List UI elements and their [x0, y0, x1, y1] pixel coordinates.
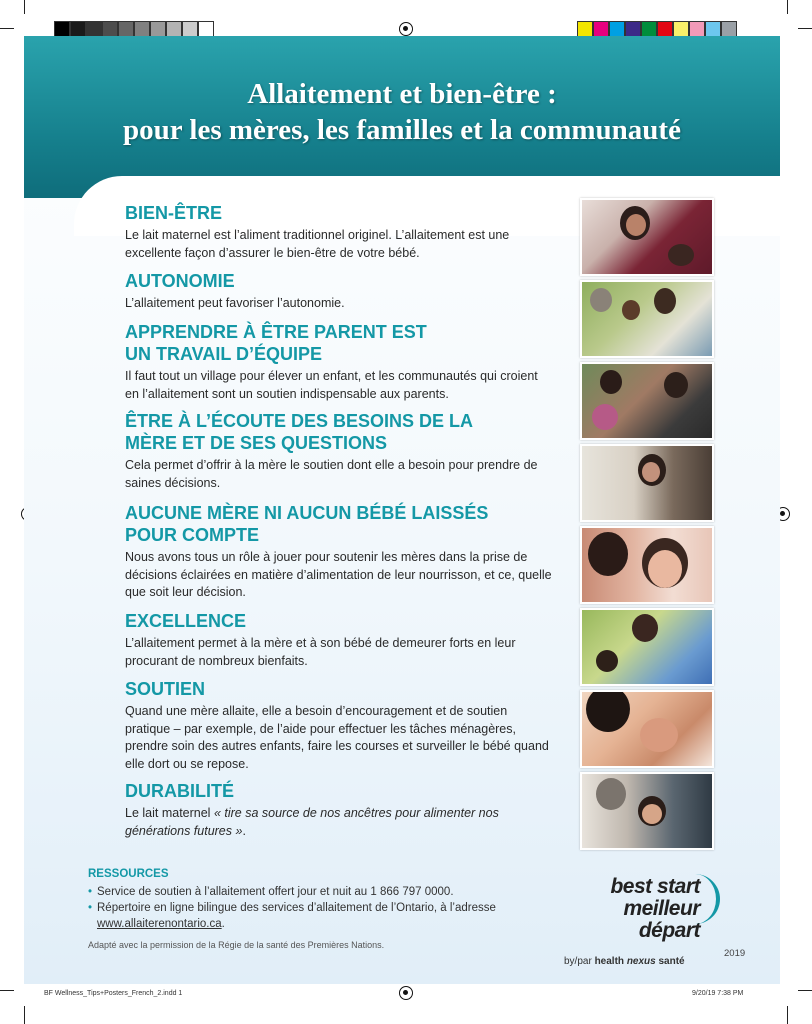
section-bien-etre: [125, 202, 555, 262]
gray-swatch: [198, 21, 214, 37]
title-line-1: Allaitement et bien-être :: [247, 78, 557, 110]
title-banner: [24, 36, 780, 198]
photo-family-outdoors: [580, 280, 714, 358]
section-excellence: [125, 610, 555, 670]
logo-line-1: best start: [610, 875, 700, 898]
section-heading: ÊTRE À L’ÉCOUTE DES BESOINS DE LA MÈRE ET DE SES QUESTIONS: [125, 411, 474, 453]
color-swatch: [625, 21, 641, 37]
section-heading: DURABILITÉ: [125, 781, 234, 801]
color-swatch: [705, 21, 721, 37]
color-swatch: [689, 21, 705, 37]
section-durabilite: [125, 780, 525, 840]
section-text: Il faut tout un village pour élever un enfant, et les communautés qui croient en l’allaitement sont un soutien indispensable aux parents.: [125, 369, 538, 401]
section-text: L’allaitement peut favoriser l’autonomie.: [125, 296, 345, 310]
section-heading: AUTONOMIE: [125, 271, 235, 291]
section-aucune-mere: [125, 502, 555, 602]
color-swatch: [577, 21, 593, 37]
file-slug: BF Wellness_Tips+Posters_French_2.indd 1: [44, 990, 183, 997]
section-text: Le lait maternel est l’aliment traditionnel originel. L’allaitement est une excellente façon d’assurer le bien-être de votre bébé.: [125, 228, 510, 260]
section-ecoute: [125, 410, 555, 492]
logo-arc-icon: [688, 874, 720, 924]
year-label: 2019: [724, 948, 746, 959]
gray-swatch: [150, 21, 166, 37]
poster-page: [24, 36, 780, 984]
photo-mother-and-child: [580, 526, 714, 604]
color-calibration-bar: [577, 21, 737, 37]
resource-item: • Répertoire en ligne bilingue des services d’allaitement de l’Ontario, à l’adresse www.allaiterenontario.ca.: [88, 900, 508, 932]
gray-swatch: [102, 21, 118, 37]
registration-mark-icon: [399, 986, 413, 1000]
gray-swatch: [54, 21, 70, 37]
gray-calibration-bar: [54, 21, 214, 37]
gray-swatch: [134, 21, 150, 37]
gray-swatch: [70, 21, 86, 37]
photo-mother-with-baby: [580, 198, 714, 276]
logo-line-2: meilleur départ: [623, 897, 700, 942]
photo-mother-at-window: [580, 444, 714, 522]
credit-note: Adapté avec la permission de la Régie de la santé des Premières Nations.: [88, 940, 385, 950]
gray-swatch: [166, 21, 182, 37]
color-swatch: [721, 21, 737, 37]
photo-father-with-newborn: [580, 690, 714, 768]
crop-mark: [24, 0, 25, 14]
crop-mark: [798, 990, 812, 991]
registration-mark-icon: [399, 22, 413, 36]
section-parent-equipe: [125, 321, 555, 403]
gray-swatch: [182, 21, 198, 37]
crop-mark: [787, 0, 788, 14]
section-text: Nous avons tous un rôle à jouer pour soutenir les mères dans la prise de décisions éclairées en matière d’alimentation de leur nourrisson, et ce, quelle que soit leur décision.: [125, 550, 552, 599]
crop-mark: [798, 28, 812, 29]
section-text: Cela permet d’offrir à la mère le soutien dont elle a besoin pour prendre de saines décisions.: [125, 458, 538, 490]
color-swatch: [673, 21, 689, 37]
photo-mother-breastfeeding: [580, 608, 714, 686]
crop-mark: [0, 990, 14, 991]
color-swatch: [657, 21, 673, 37]
section-heading: EXCELLENCE: [125, 611, 247, 631]
resource-item: • Service de soutien à l’allaitement offert jour et nuit au 1 866 797 0000.: [88, 884, 508, 900]
resources-heading: RESSOURCES: [88, 868, 169, 880]
section-text: L’allaitement permet à la mère et à son bébé de demeurer forts en leur procurant de nombreux bienfaits.: [125, 636, 516, 668]
section-autonomie: [125, 270, 555, 313]
section-heading: SOUTIEN: [125, 679, 206, 699]
crop-mark: [24, 1006, 25, 1024]
color-swatch: [609, 21, 625, 37]
logo-byline: by/par health nexus santé: [564, 956, 685, 967]
section-heading: APPRENDRE À ÊTRE PARENT EST UN TRAVAIL D’ÉQUIPE: [125, 322, 427, 364]
resources-list: [88, 884, 508, 932]
color-swatch: [641, 21, 657, 37]
title-line-2: pour les mères, les familles et la communauté: [123, 114, 681, 146]
section-heading: BIEN-ÊTRE: [125, 203, 223, 223]
crop-mark: [787, 1006, 788, 1024]
section-text: Quand une mère allaite, elle a besoin d’encouragement et de soutien pratique – par exemple, de l’aide pour effectuer les tâches ménagères, prendre soin des autres enfants, faire les courses et surveiller le bébé quand elle dort ou se repose.: [125, 704, 549, 771]
resources-block: [88, 868, 508, 932]
resource-link[interactable]: www.allaiterenontario.ca: [97, 918, 222, 930]
color-swatch: [593, 21, 609, 37]
section-text: Le lait maternel « tire sa source de nos ancêtres pour alimenter nos générations futures ».: [125, 806, 499, 838]
section-soutien: [125, 678, 555, 773]
gray-swatch: [118, 21, 134, 37]
poster-title: [24, 36, 780, 148]
photo-grandmother-with-child: [580, 772, 714, 850]
section-heading: AUCUNE MÈRE NI AUCUN BÉBÉ LAISSÉS POUR COMPTE: [125, 503, 489, 545]
best-start-logo: [562, 876, 722, 967]
file-timestamp: 9/20/19 7:38 PM: [692, 990, 744, 997]
crop-mark: [0, 28, 14, 29]
photo-parents-with-toddler: [580, 362, 714, 440]
gray-swatch: [86, 21, 102, 37]
